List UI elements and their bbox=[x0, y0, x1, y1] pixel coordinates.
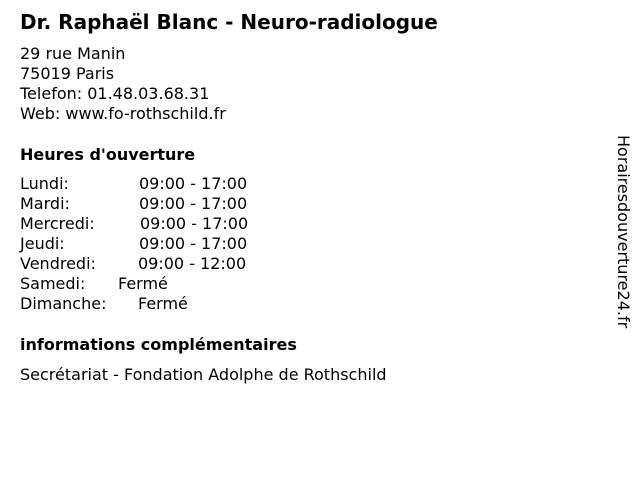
hours-row-friday bbox=[20, 254, 320, 274]
day-hours: 09:00 - 17:00 bbox=[140, 214, 249, 233]
day-hours: 09:00 - 17:00 bbox=[139, 174, 248, 193]
day-label: Jeudi: bbox=[20, 234, 65, 253]
day-hours: Fermé bbox=[138, 294, 188, 313]
day-label: Dimanche: bbox=[20, 294, 107, 313]
hours-row-saturday bbox=[20, 274, 320, 294]
page-title: Dr. Raphaël Blanc - Neuro-radiologue bbox=[20, 10, 438, 34]
opening-hours-heading: Heures d'ouverture bbox=[20, 145, 196, 164]
hours-row-wednesday bbox=[20, 214, 320, 234]
day-label: Mardi: bbox=[20, 194, 70, 213]
street-address: 29 rue Manin bbox=[20, 44, 126, 63]
day-hours: 09:00 - 12:00 bbox=[138, 254, 247, 273]
day-hours: 09:00 - 17:00 bbox=[139, 194, 248, 213]
day-label: Vendredi: bbox=[20, 254, 96, 273]
hours-row-tuesday bbox=[20, 194, 320, 214]
day-hours: Fermé bbox=[118, 274, 168, 293]
additional-info-text: Secrétariat - Fondation Adolphe de Rothschild bbox=[20, 365, 387, 384]
website: Web: www.fo-rothschild.fr bbox=[20, 104, 226, 123]
hours-row-sunday bbox=[20, 294, 320, 314]
day-label: Lundi: bbox=[20, 174, 69, 193]
day-hours: 09:00 - 17:00 bbox=[139, 234, 248, 253]
opening-hours-table bbox=[20, 174, 320, 314]
site-watermark: Horairesdouverture24.fr bbox=[614, 135, 633, 329]
day-label: Samedi: bbox=[20, 274, 86, 293]
additional-info-heading: informations complémentaires bbox=[20, 335, 297, 354]
hours-row-thursday bbox=[20, 234, 320, 254]
hours-row-monday bbox=[20, 174, 320, 194]
phone-number: Telefon: 01.48.03.68.31 bbox=[20, 84, 210, 103]
day-label: Mercredi: bbox=[20, 214, 95, 233]
city-postal: 75019 Paris bbox=[20, 64, 115, 83]
address-block bbox=[20, 44, 226, 124]
